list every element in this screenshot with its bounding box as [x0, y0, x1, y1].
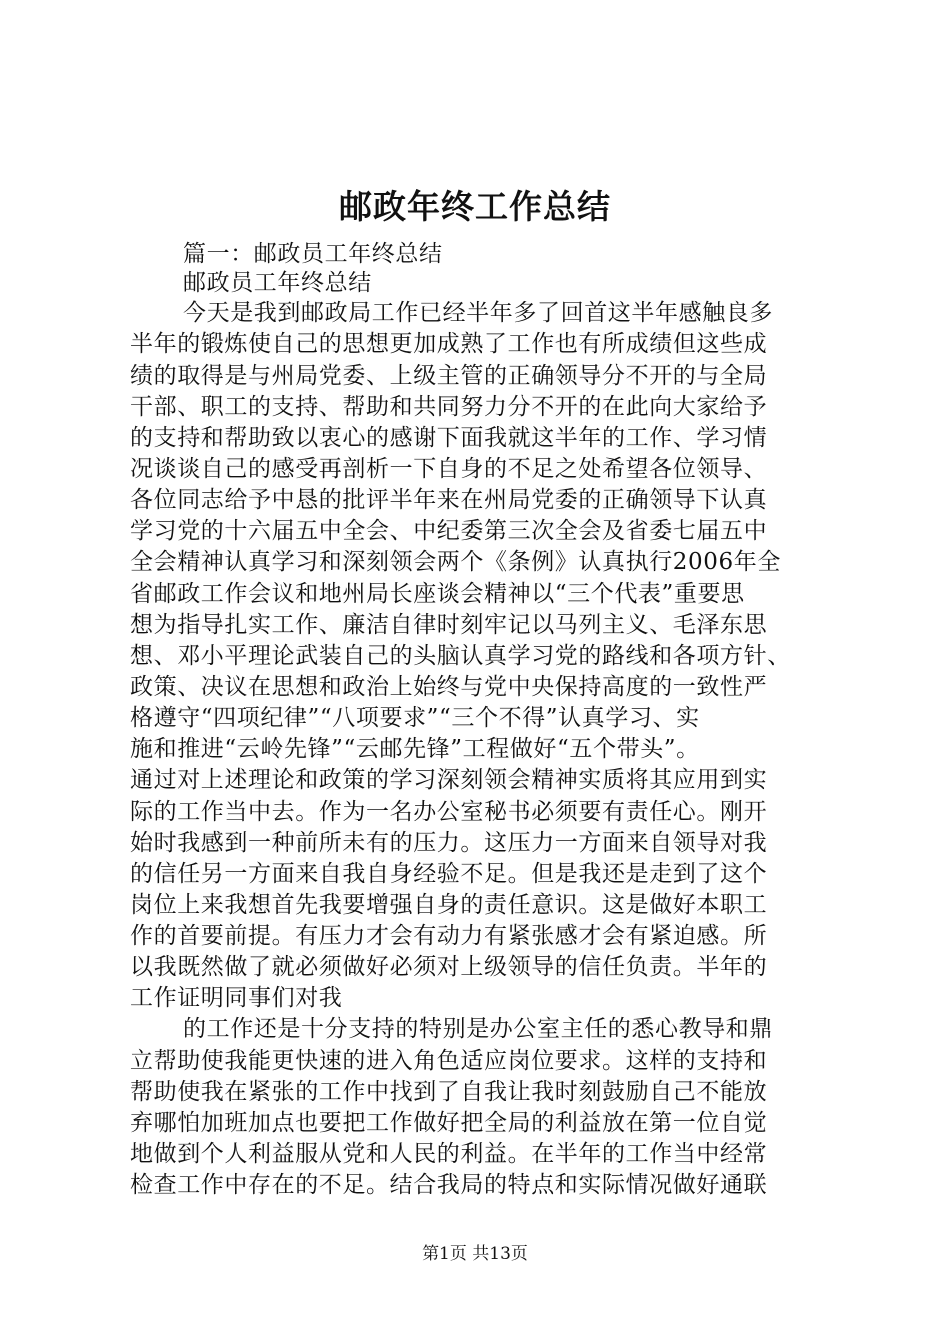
text-line: 以我既然做了就必须做好必须对上级领导的信任负责。半年的 [130, 954, 768, 980]
text-line: 弃哪怕加班加点也要把工作做好把全局的利益放在第一位自觉 [130, 1110, 768, 1136]
text-line: 干部、职工的支持、帮助和共同努力分不开的在此向大家给予 [130, 394, 768, 420]
text-line: 通过对上述理论和政策的学习深刻领会精神实质将其应用到实 [130, 767, 768, 793]
text-line: 地做到个人利益服从党和人民的利益。在半年的工作当中经常 [130, 1141, 768, 1167]
text-line: 想、邓小平理论武装自己的头脑认真学习党的路线和各项方针、 [130, 643, 791, 669]
text-line: 各位同志给予中恳的批评半年来在州局党委的正确领导下认真 [130, 487, 768, 513]
text-line: 篇一：邮政员工年终总结 [183, 241, 443, 267]
text-line: 帮助使我在紧张的工作中找到了自我让我时刻鼓励自己不能放 [130, 1079, 768, 1105]
text-line: 立帮助使我能更快速的进入角色适应岗位要求。这样的支持和 [130, 1048, 768, 1074]
text-line: 政策、决议在思想和政治上始终与党中央保持高度的一致性严 [130, 674, 768, 700]
page-number-footer: 第1页 共13页 [422, 1244, 528, 1264]
text-line: 施和推进“云岭先锋”“云邮先锋”工程做好“五个带头”。 [130, 736, 700, 762]
text-line: 的信任另一方面来自我自身经验不足。但是我还是走到了这个 [130, 861, 768, 887]
text-line: 全会精神认真学习和深刻领会两个《条例》认真执行2006年全 [130, 549, 781, 575]
text-line: 半年的锻炼使自己的思想更加成熟了工作也有所成绩但这些成 [130, 331, 768, 357]
text-line: 始时我感到一种前所未有的压力。这压力一方面来自领导对我 [130, 830, 768, 856]
text-line: 检查工作中存在的不足。结合我局的特点和实际情况做好通联 [130, 1172, 768, 1198]
document-title: 邮政年终工作总结 [339, 187, 611, 226]
text-line: 今天是我到邮政局工作已经半年多了回首这半年感触良多 [183, 300, 773, 326]
text-line: 岗位上来我想首先我要增强自身的责任意识。这是做好本职工 [130, 892, 768, 918]
text-line: 工作证明同事们对我 [130, 985, 343, 1011]
text-line: 的工作还是十分支持的特别是办公室主任的悉心教导和鼎 [183, 1016, 773, 1042]
text-line: 省邮政工作会议和地州局长座谈会精神以“三个代表”重要思 [130, 581, 745, 607]
text-line: 学习党的十六届五中全会、中纪委第三次全会及省委七届五中 [130, 518, 768, 544]
text-line: 况谈谈自己的感受再剖析一下自身的不足之处希望各位领导、 [130, 456, 768, 482]
text-line: 格遵守“四项纪律”“八项要求”“三个不得”认真学习、实 [130, 705, 700, 731]
text-line: 作的首要前提。有压力才会有动力有紧张感才会有紧迫感。所 [130, 923, 768, 949]
text-line: 际的工作当中去。作为一名办公室秘书必须要有责任心。刚开 [130, 799, 768, 825]
text-line: 绩的取得是与州局党委、上级主管的正确领导分不开的与全局 [130, 363, 768, 389]
text-line: 想为指导扎实工作、廉洁自律时刻牢记以马列主义、毛泽东思 [130, 612, 768, 638]
text-line: 的支持和帮助致以衷心的感谢下面我就这半年的工作、学习情 [130, 425, 768, 451]
text-line: 邮政员工年终总结 [183, 270, 372, 296]
